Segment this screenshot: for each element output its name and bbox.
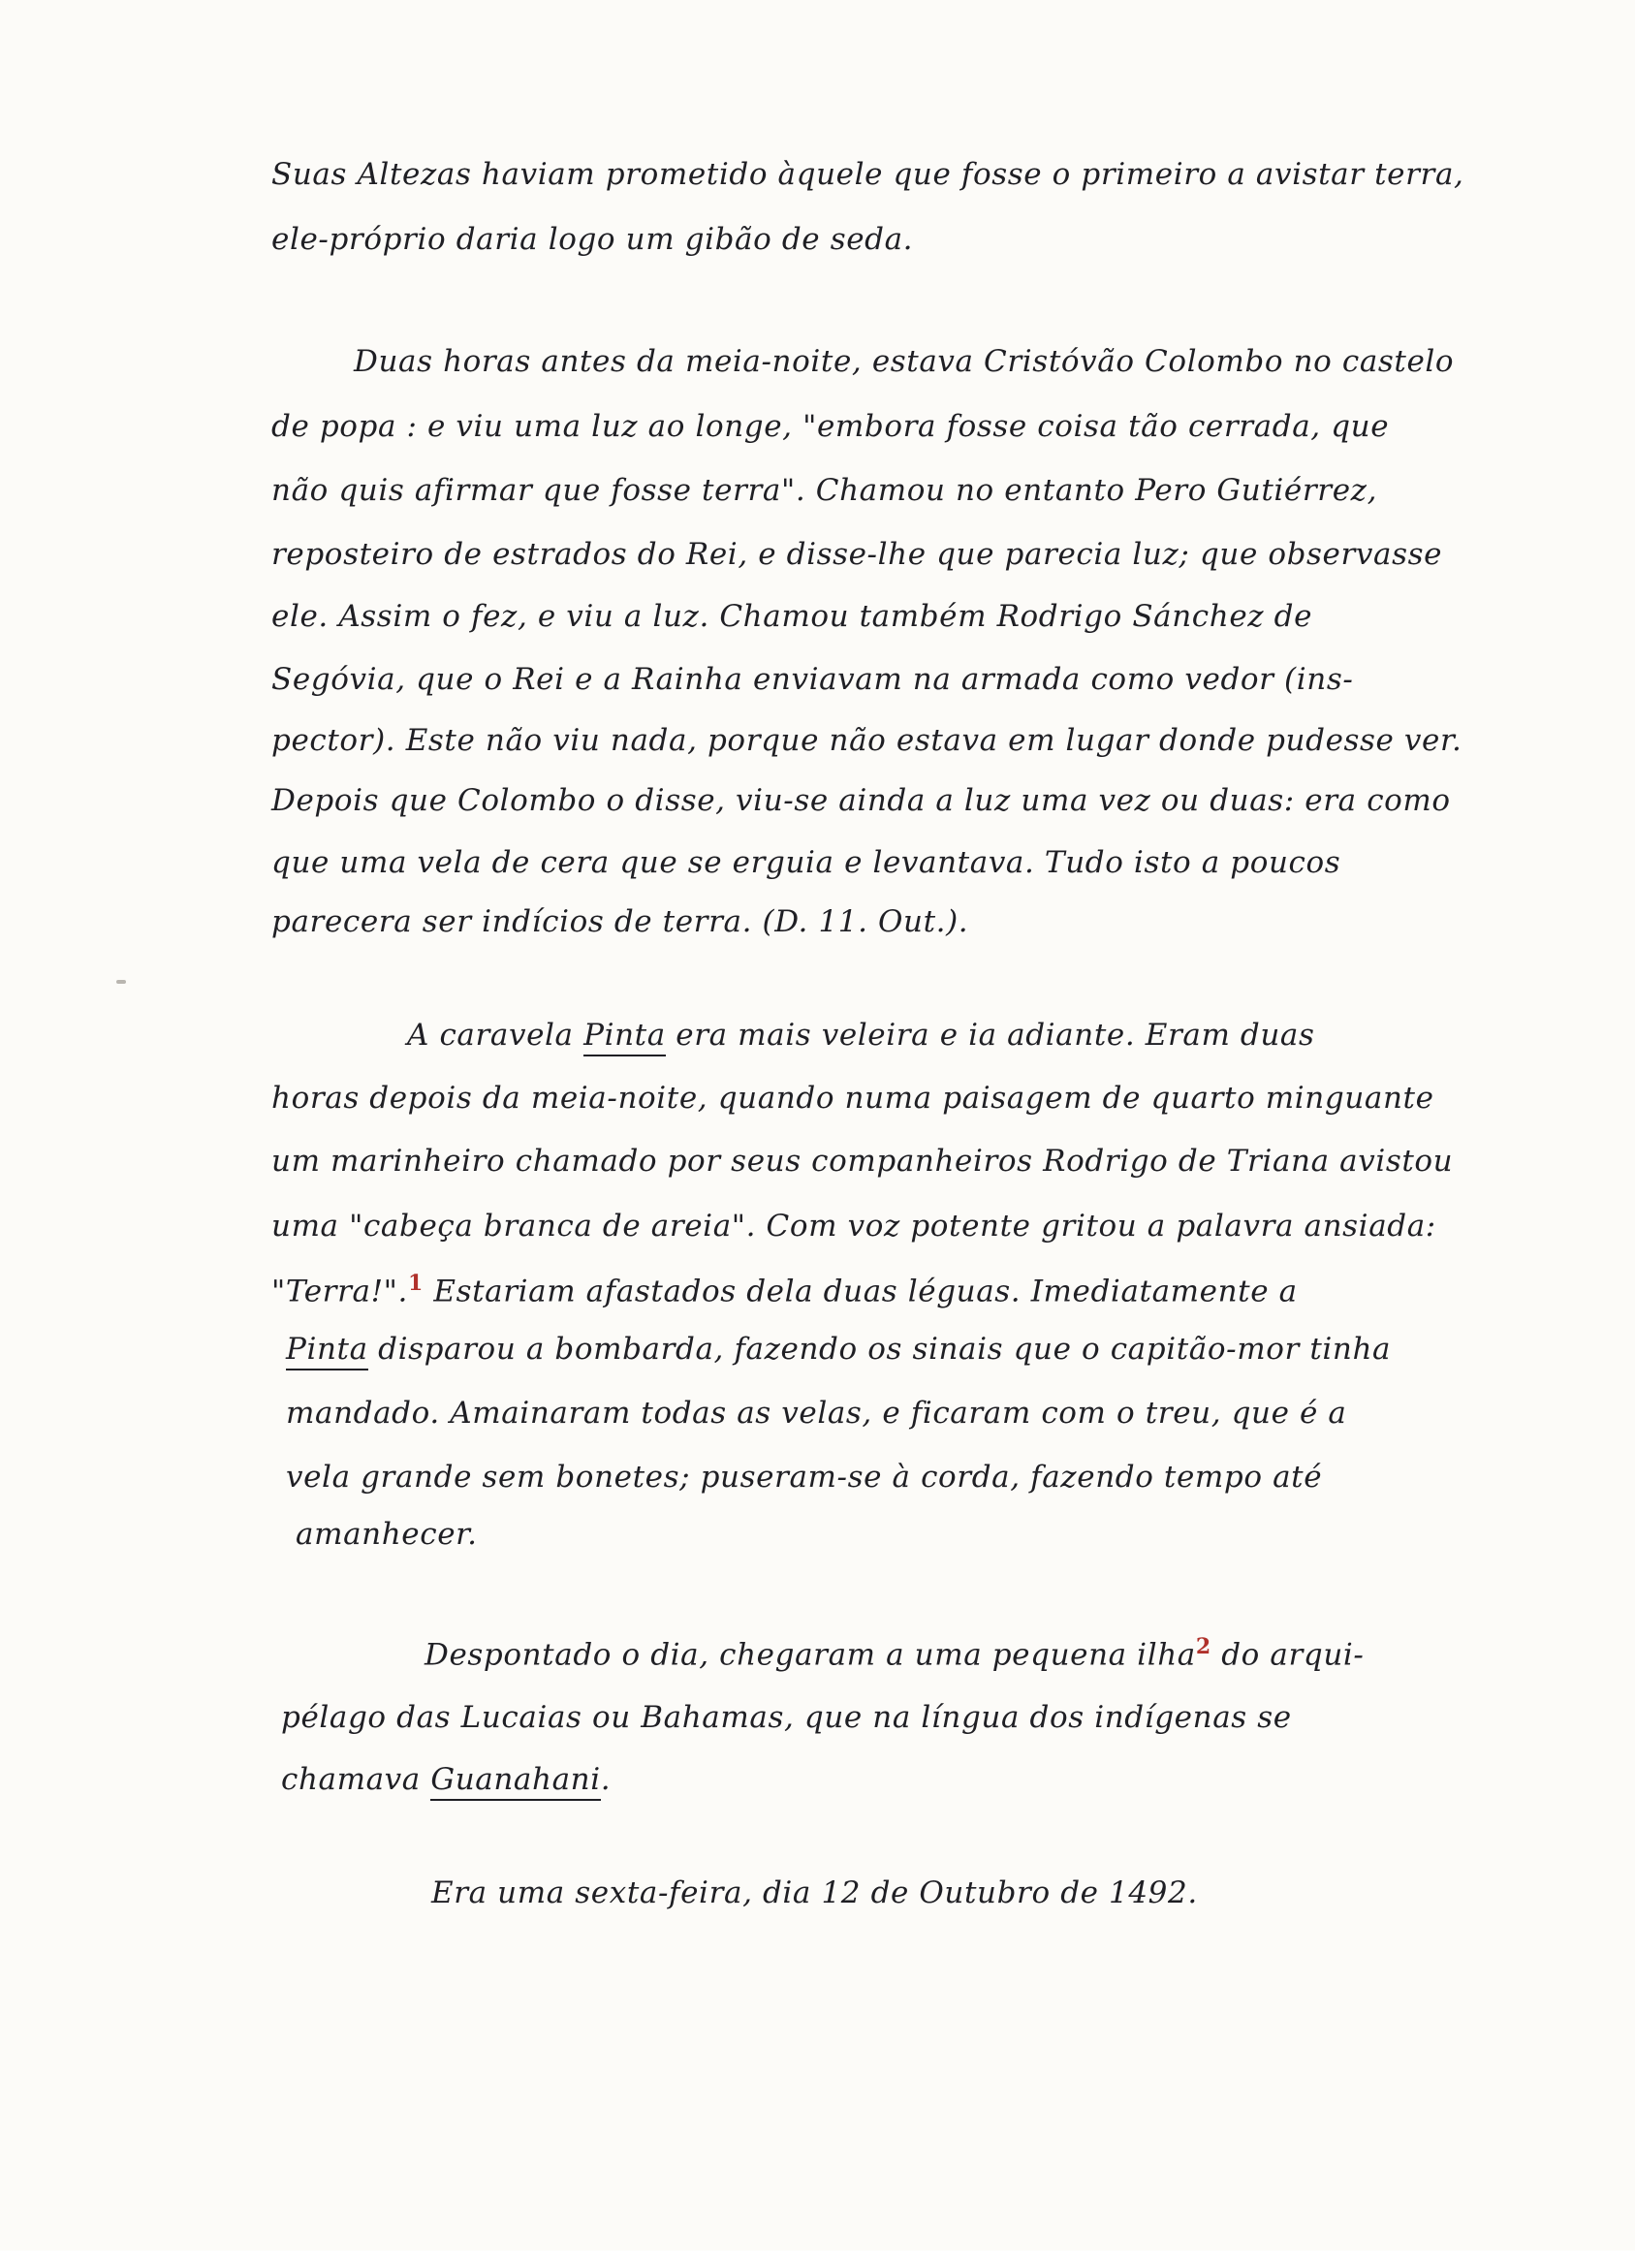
text-line: Suas Altezas haviam prometido àquele que fosse o primeiro a avistar terra, <box>271 157 1464 192</box>
text-line <box>271 1271 1298 1308</box>
text-line: pector). Este não viu nada, porque não estava em lugar donde pudesse ver. <box>271 723 1462 758</box>
line-segment: do arqui- <box>1211 1637 1365 1673</box>
text-line <box>407 1018 1315 1053</box>
text-line: Depois que Colombo o disse, viu-se ainda a luz uma vez ou duas: era como <box>271 783 1451 818</box>
text-line: ele. Assim o fez, e viu a luz. Chamou também Rodrigo Sánchez de <box>271 599 1313 634</box>
footnote-marker: 1 <box>407 1271 424 1296</box>
line-segment: chamava <box>281 1762 431 1797</box>
text-line: pélago das Lucaias ou Bahamas, que na língua dos indígenas se <box>281 1700 1292 1735</box>
ship-name-underlined: Pinta <box>583 1018 666 1056</box>
text-line: vela grande sem bonetes; puseram-se à corda, fazendo tempo até <box>286 1460 1323 1495</box>
text-line <box>281 1762 611 1797</box>
text-line: ele-próprio daria logo um gibão de seda. <box>271 222 914 257</box>
line-segment: era mais veleira e ia adiante. Eram duas <box>665 1018 1315 1053</box>
text-line: não quis afirmar que fosse terra". Chamou no entanto Pero Gutiérrez, <box>271 473 1378 508</box>
text-line <box>424 1634 1365 1672</box>
text-line: de popa : e viu uma luz ao longe, "embora fosse coisa tão cerrada, que <box>271 409 1390 444</box>
text-line: que uma vela de cera que se erguia e levantava. Tudo isto a poucos <box>271 845 1341 880</box>
text-line: uma "cabeça branca de areia". Com voz potente gritou a palavra ansiada: <box>271 1209 1436 1244</box>
text-line: amanhecer. <box>296 1517 478 1552</box>
text-line <box>286 1332 1391 1367</box>
text-line: parecera ser indícios de terra. (D. 11. Out.). <box>271 904 969 939</box>
footnote-marker: 2 <box>1195 1634 1211 1659</box>
ship-name-underlined: Pinta <box>286 1332 368 1370</box>
text-line: mandado. Amainaram todas as velas, e ficaram com o treu, que é a <box>286 1396 1347 1431</box>
line-segment: "Terra!". <box>271 1274 408 1309</box>
line-segment: Despontado o dia, chegaram a uma pequena ilha <box>424 1637 1196 1673</box>
line-segment: A caravela <box>407 1018 584 1053</box>
line-segment: Estariam afastados dela duas léguas. Imediatamente a <box>423 1274 1298 1309</box>
text-line: horas depois da meia-noite, quando numa paisagem de quarto minguante <box>271 1081 1434 1116</box>
line-segment: . <box>600 1762 612 1797</box>
text-line: um marinheiro chamado por seus companheiros Rodrigo de Triana avistou <box>271 1144 1454 1179</box>
text-line: Duas horas antes da meia-noite, estava Cristóvão Colombo no castelo <box>354 344 1455 379</box>
page-bottom-edge <box>0 2251 1635 2268</box>
line-segment: disparou a bombarda, fazendo os sinais que o capitão-mor tinha <box>367 1332 1392 1367</box>
text-line: Era uma sexta-feira, dia 12 de Outubro de 1492. <box>431 1875 1198 1910</box>
place-name-underlined: Guanahani <box>430 1762 600 1801</box>
text-line: reposteiro de estrados do Rei, e disse-lhe que parecia luz; que observasse <box>271 537 1443 572</box>
text-line: Segóvia, que o Rei e a Rainha enviavam na armada como vedor (ins- <box>271 662 1354 697</box>
ink-speck <box>116 980 126 984</box>
